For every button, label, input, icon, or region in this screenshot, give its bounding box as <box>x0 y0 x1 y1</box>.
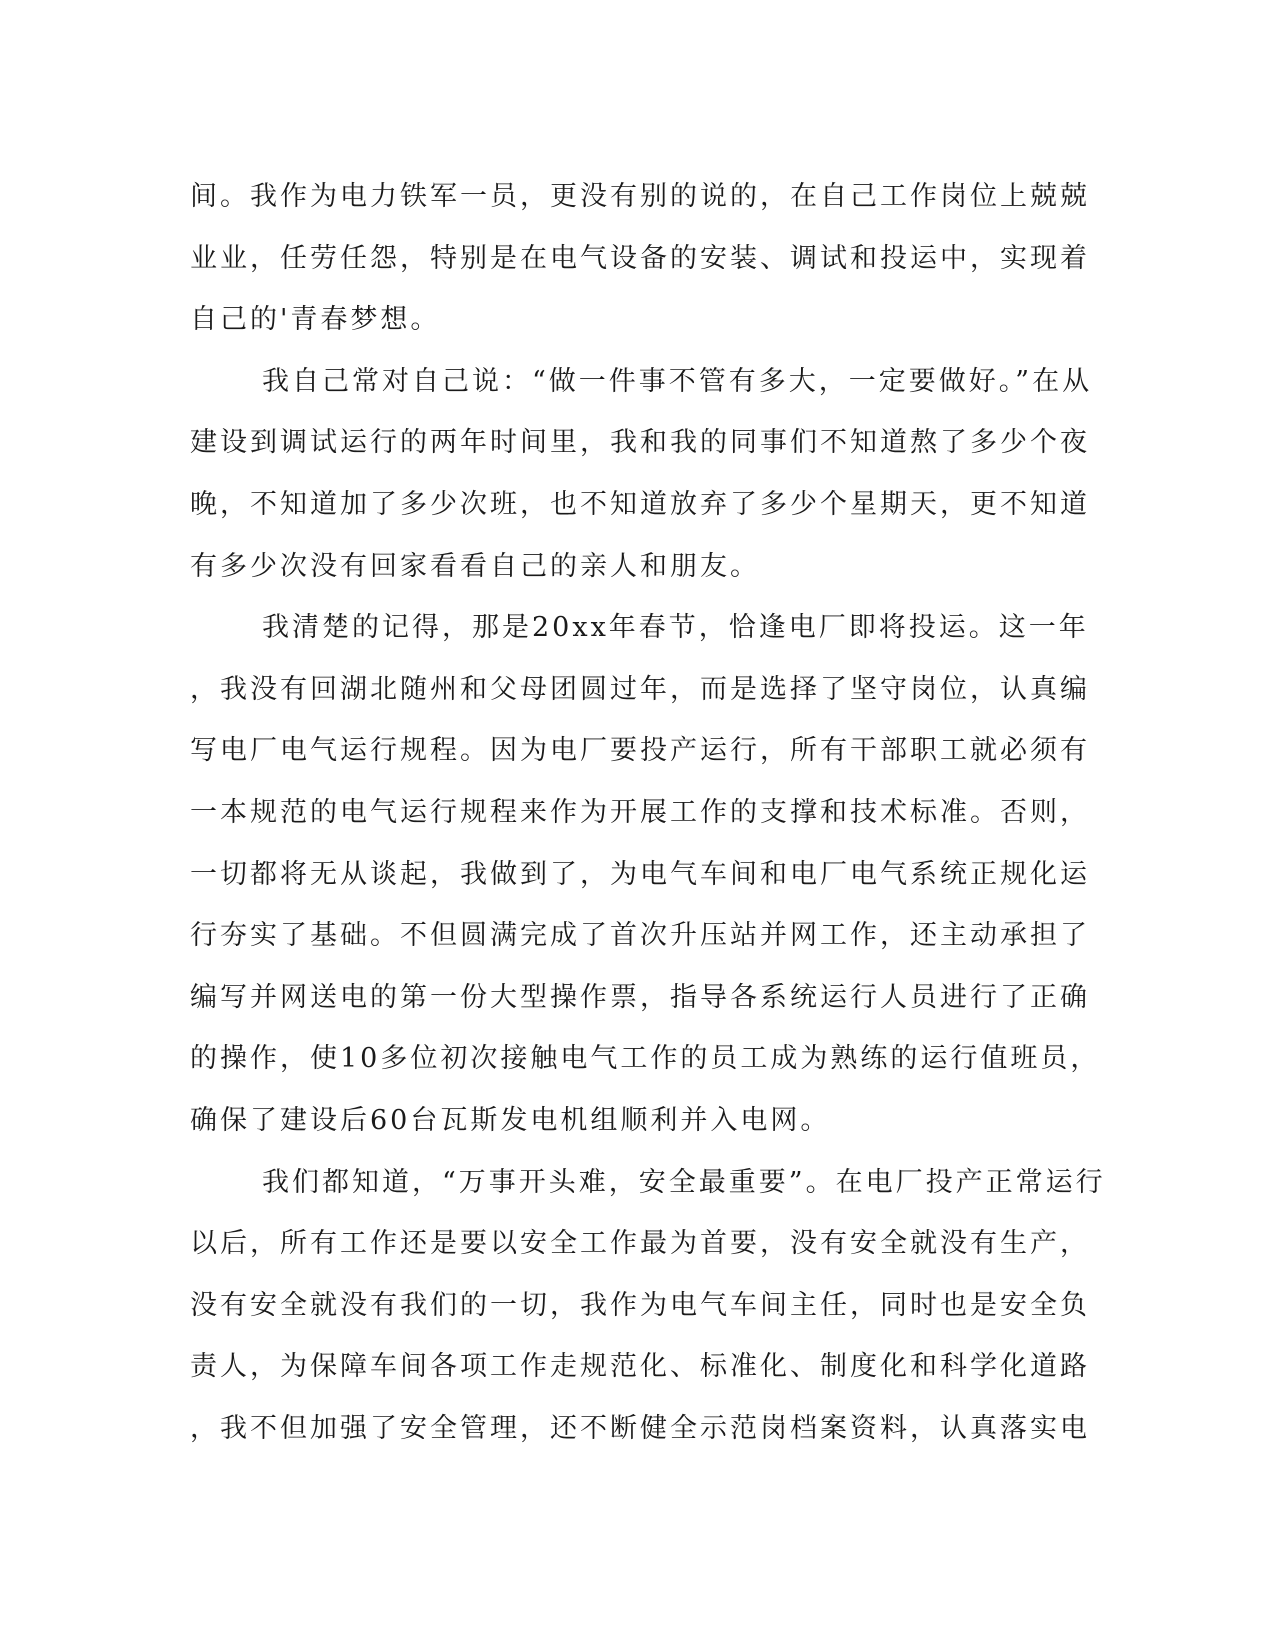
text-line: 没有安全就没有我们的一切，我作为电气车间主任，同时也是安全负 <box>190 1289 1090 1321</box>
text-line: 晚，不知道加了多少次班，也不知道放弃了多少个星期天，更不知道 <box>190 488 1090 520</box>
text-line: 确保了建设后60台瓦斯发电机组顺利并入电网。 <box>190 1104 831 1136</box>
text-line: 责人，为保障车间各项工作走规范化、标准化、制度化和科学化道路 <box>190 1351 1090 1383</box>
text-line: 一切都将无从谈起，我做到了，为电气车间和电厂电气系统正规化运 <box>190 858 1090 890</box>
text-line: 我自己常对自己说：“做一件事不管有多大，一定要做好。”在从 <box>262 365 1093 397</box>
text-line: 自己的'青春梦想。 <box>190 304 441 336</box>
text-line: 写电厂电气运行规程。因为电厂要投产运行，所有干部职工就必须有 <box>190 735 1090 767</box>
text-line: 建设到调试运行的两年时间里，我和我的同事们不知道熬了多少个夜 <box>190 427 1090 459</box>
paragraph-4 <box>190 1152 1106 1460</box>
text-line: 行夯实了基础。不但圆满完成了首次升压站并网工作，还主动承担了 <box>190 920 1090 952</box>
text-line: 以后，所有工作还是要以安全工作最为首要，没有安全就没有生产， <box>190 1228 1090 1260</box>
text-line: ，我没有回湖北随州和父母团圆过年，而是选择了坚守岗位，认真编 <box>190 673 1090 705</box>
text-line: 有多少次没有回家看看自己的亲人和朋友。 <box>190 550 760 582</box>
text-line: 间。我作为电力铁军一员，更没有别的说的，在自己工作岗位上兢兢 <box>190 181 1090 212</box>
text-line: 一本规范的电气运行规程来作为开展工作的支撑和技术标准。否则， <box>190 796 1090 828</box>
text-line: 我们都知道，“万事开头难，安全最重要”。在电厂投产正常运行 <box>262 1166 1106 1198</box>
text-line: 我清楚的记得，那是20xx年春节，恰逢电厂即将投运。这一年 <box>262 612 1089 644</box>
text-line: ，我不但加强了安全管理，还不断健全示范岗档案资料，认真落实电 <box>190 1412 1090 1444</box>
text-line: 的操作，使10多位初次接触电气工作的员工成为熟练的运行值班员， <box>190 1043 1101 1075</box>
text-line: 业业，任劳任怨，特别是在电气设备的安装、调试和投运中，实现着 <box>190 242 1090 274</box>
paragraph-1 <box>190 166 1090 351</box>
document-body <box>190 166 1106 1459</box>
paragraph-3 <box>190 597 1101 1151</box>
paragraph-2 <box>190 351 1093 597</box>
text-line: 编写并网送电的第一份大型操作票，指导各系统运行人员进行了正确 <box>190 981 1090 1013</box>
